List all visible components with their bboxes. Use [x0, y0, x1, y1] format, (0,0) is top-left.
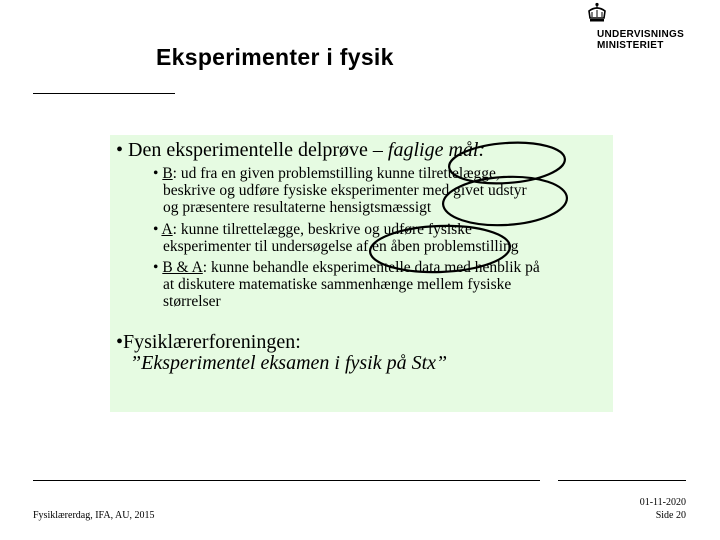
sub-ba-line-3: størrelser — [163, 293, 221, 310]
footer-rule-left — [33, 480, 540, 481]
bullet-mark: • — [116, 139, 129, 161]
sub-b-line-1: • B: ud fra en given problemstilling kunne tilrettelægge, — [153, 165, 500, 182]
logo-line-2: MINISTERIET — [597, 40, 664, 51]
bullet-text: Den eksperimentelle delprøve – — [128, 139, 388, 161]
sub-ba-line-1: • B & A: kunne behandle eksperimentelle data med henblik på — [153, 259, 540, 276]
sub-a-label: A — [161, 221, 173, 238]
sub-a-line-2: eksperimenter til undersøgelse af en åben problemstilling — [163, 238, 519, 255]
sub-a-line-1: • A: kunne tilrettelægge, beskrive og udføre fysiske — [153, 221, 472, 238]
footer-page-number: Side 20 — [655, 510, 686, 521]
footer-meta — [640, 496, 686, 522]
sub-ba-label: B & A — [162, 259, 203, 276]
sub-ba-line-2: at diskutere matematiske sammenhænge mellem fysiske — [163, 276, 512, 293]
page-title: Eksperimenter i fysik — [156, 44, 394, 70]
sub-b-line-2: beskrive og udføre fysiske eksperimenter med givet udstyr — [163, 182, 527, 199]
sub-b-line-3: og præsentere resultaterne hensigtsmæssigt — [163, 199, 432, 216]
oval-faglige-maal — [448, 139, 567, 187]
bullet-2-line-1: •Fysiklærerforeningen: — [116, 331, 301, 353]
sub-b-label: B — [162, 165, 173, 182]
logo-line-1: UNDERVISNINGS — [597, 29, 685, 40]
oval-aaben-problemstilling — [369, 224, 511, 275]
footer-date: 01-11-2020 — [639, 497, 686, 508]
bullet-emphasis: faglige mål: — [387, 139, 486, 161]
bullet-2-line-2: ”Eksperimentel eksamen i fysik på Stx” — [130, 352, 448, 374]
oval-tilrettelaegge — [442, 174, 568, 228]
footer-event: Fysiklærerdag, IFA, AU, 2015 — [33, 510, 155, 521]
footer-rule-right — [558, 480, 686, 481]
